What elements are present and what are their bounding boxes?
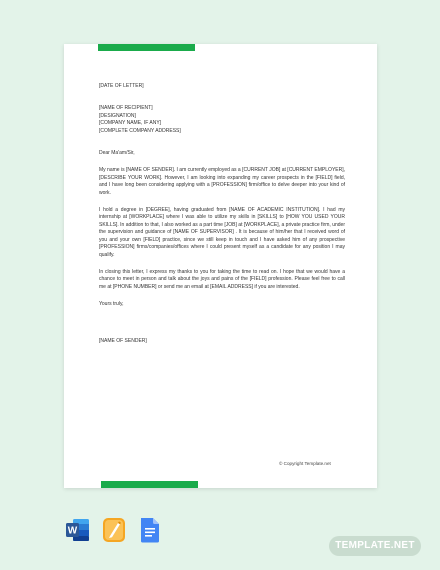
sender-name: [NAME OF SENDER] <box>99 337 147 344</box>
pages-icon[interactable] <box>102 517 124 543</box>
copyright-text: © Copyright Template.net <box>279 461 331 466</box>
google-docs-icon[interactable] <box>138 517 160 543</box>
top-accent-bar <box>98 44 195 51</box>
paragraph-intro: My name is [NAME OF SENDER]. I am currently employed as a [CURRENT JOB] at [CURRENT EMPLOYER], [DESCRIBE YOUR WORK]. However, I am looking into expanding my career prospects in the [FIELD] field, and I have long been considering applying with a [PROFESSION] firm/office to delve deeper into your kind of work. <box>99 167 345 196</box>
salutation: Dear Ma'am/Sir, <box>99 150 135 157</box>
letter-body <box>99 83 345 345</box>
recipient-designation: [DESIGNATION] <box>99 112 136 119</box>
bottom-accent-bar <box>101 481 198 488</box>
brand-badge[interactable]: TEMPLATE.NET <box>329 536 421 556</box>
closing-line: Yours truly, <box>99 301 124 308</box>
paragraph-background: I hold a degree in [DEGREE], having graduated from [NAME OF ACADEMIC INSTITUTION]. I had my internship at [WORKPLACE] where I was able to utilize my skills in [SKILLS] to [HOW YOU USED YOUR SKILLS]. In addition to that, I also worked as a part time [JOB] at [WORKPLACE], a private practice firm, under the supervision and guidance of [NAME OF SUPERVISOR] . It is because of him/her that I received word of you and your own [FIELD] practice, since we still keep in touch and I have asked him of any prospective [PROFESSION] firms/companies/offices where I could present myself as a candidate for any position I may qualify. <box>99 207 345 258</box>
letter-date: [DATE OF LETTER] <box>99 83 144 89</box>
format-icons <box>66 517 160 545</box>
paragraph-closing: In closing this letter, I express my thanks to you for taking the time to read on. I hope that we would have a chance to meet in person and talk about the joys and pains of the [FIELD] profession. Please feel free to call me at [PHONE NUMBER] or send me an email at [EMAIL ADDRESS] if you are interested. <box>99 268 345 290</box>
word-icon[interactable] <box>66 517 88 543</box>
recipient-company: [COMPANY NAME, IF ANY] <box>99 120 162 127</box>
svg-text:W: W <box>67 525 78 537</box>
recipient-address: [COMPLETE COMPANY ADDRESS] <box>99 127 181 134</box>
recipient-name: [NAME OF RECIPIENT] <box>99 105 153 112</box>
